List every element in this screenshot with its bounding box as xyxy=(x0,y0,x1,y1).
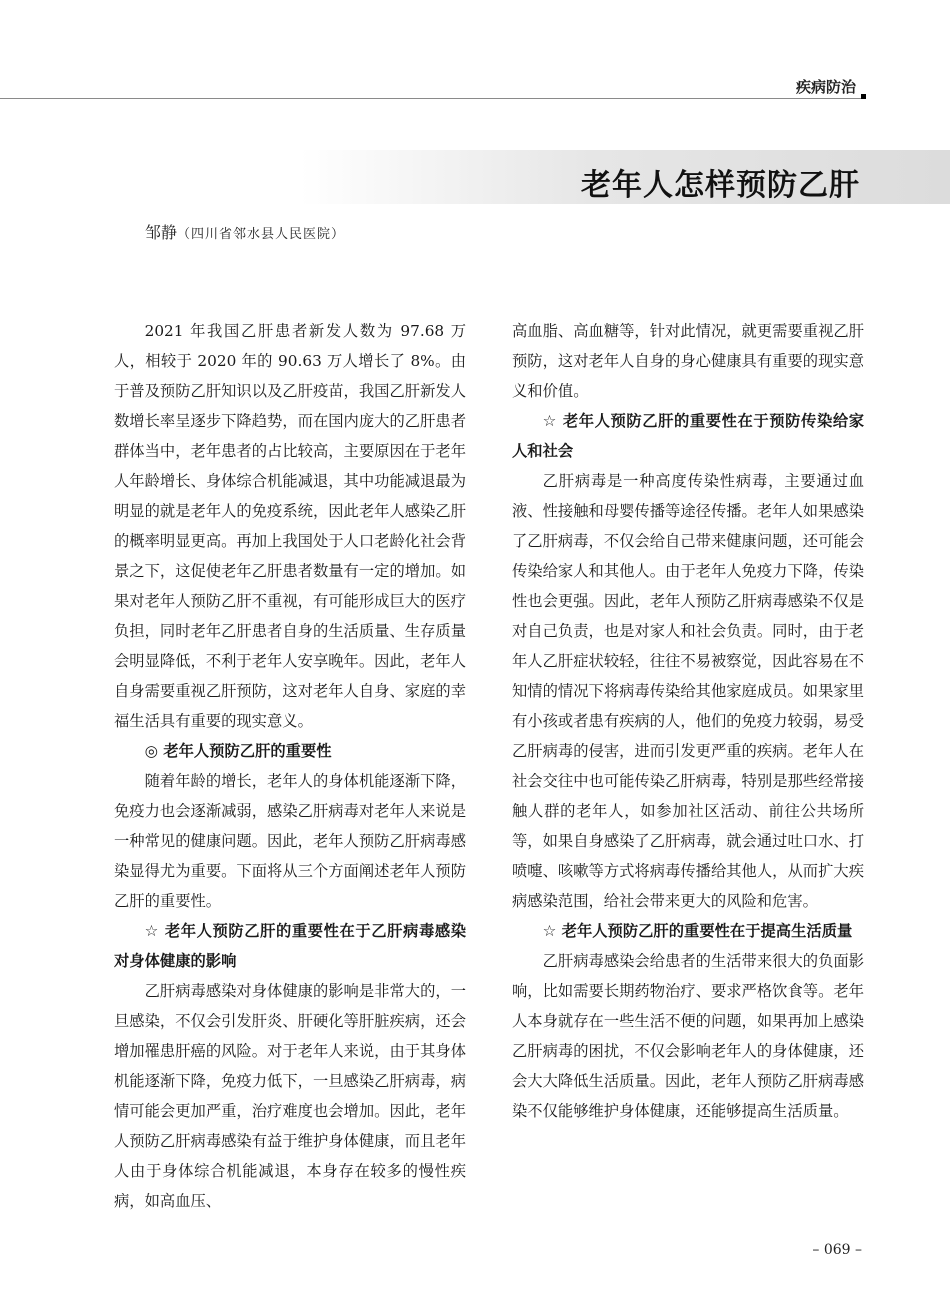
star-icon: ☆ xyxy=(542,922,557,940)
paragraph-continued: 高血脂、高血糖等，针对此情况，就更需要重视乙肝预防，这对老年人自身的身心健康具有重要的现实意义和价值。 xyxy=(512,322,864,400)
subsection-heading xyxy=(512,406,864,466)
star-icon: ☆ xyxy=(542,412,557,430)
paragraph: 乙肝病毒感染会给患者的生活带来很大的负面影响，比如需要长期药物治疗、要求严格饮食等。老年人本身就存在一些生活不便的问题，如果再加上感染乙肝病毒的困扰，不仅会影响老年人的身体健康，还会大大降低生活质量。因此，老年人预防乙肝病毒感染不仅能够维护身体健康，还能够提高生活质量。 xyxy=(512,952,864,1120)
author-name: 邹静 xyxy=(145,223,178,242)
paragraph: 2021 年我国乙肝患者新发人数为 97.68 万人，相较于 2020 年的 90.63 万人增长了 8%。由于普及预防乙肝知识以及乙肝疫苗，我国乙肝新发人数增长率呈逐步下降趋势，而在国内庞大的乙肝患者群体当中，老年患者的占比较高，主要原因在于老年人年龄增长、身体综合机能减退，其中功能减退最为明显的就是老年人的免疫系统，因此老年人感染乙肝的概率明显更高。再加上我国处于人口老龄化社会背景之下，这促使老年乙肝患者数量有一定的增加。如果对老年人预防乙肝不重视，有可能形成巨大的医疗负担，同时老年乙肝患者自身的生活质量、生存质量会明显降低，不利于老年人安享晚年。因此，老年人自身需要重视乙肝预防，这对老年人自身、家庭的幸福生活具有重要的现实意义。 xyxy=(114,322,466,730)
paragraph: 随着年龄的增长，老年人的身体机能逐渐下降，免疫力也会逐渐减弱，感染乙肝病毒对老年人来说是一种常见的健康问题。因此，老年人预防乙肝病毒感染显得尤为重要。下面将从三个方面阐述老年人预防乙肝的重要性。 xyxy=(114,772,466,910)
paragraph: 乙肝病毒感染对身体健康的影响是非常大的，一旦感染，不仅会引发肝炎、肝硬化等肝脏疾病，还会增加罹患肝癌的风险。对于老年人来说，由于其身体机能逐渐下降，免疫力低下，一旦感染乙肝病毒，病情可能会更加严重，治疗难度也会增加。因此，老年人预防乙肝病毒感染有益于维护身体健康，而且老年人由于身体综合机能减退，本身存在较多的慢性疾病，如高血压、 xyxy=(114,982,466,1210)
section-heading xyxy=(114,736,466,766)
subsection-heading xyxy=(114,916,466,976)
heading-text: 老年人预防乙肝的重要性在于预防传染给家人和社会 xyxy=(512,412,865,460)
left-column xyxy=(114,316,466,1216)
section-marker xyxy=(861,94,866,99)
subsection-heading xyxy=(512,916,864,946)
page-number: – 069 – xyxy=(812,1242,862,1258)
author-line xyxy=(145,220,345,243)
paragraph: 乙肝病毒是一种高度传染性病毒，主要通过血液、性接触和母婴传播等途径传播。老年人如果感染了乙肝病毒，不仅会给自己带来健康问题，还可能会传染给家人和其他人。由于老年人免疫力下降，传染性也会更强。因此，老年人预防乙肝病毒感染不仅是对自己负责，也是对家人和社会负责。同时，由于老年人乙肝症状较轻，往往不易被察觉，因此容易在不知情的情况下将病毒传染给其他家庭成员。如果家里有小孩或者患有疾病的人，他们的免疫力较弱，易受乙肝病毒的侵害，进而引发更严重的疾病。老年人在社会交往中也可能传染乙肝病毒，特别是那些经常接触人群的老年人，如参加社区活动、前往公共场所等，如果自身感染了乙肝病毒，就会通过吐口水、打喷嚏、咳嗽等方式将病毒传播给其他人，从而扩大疾病感染范围，给社会带来更大的风险和危害。 xyxy=(512,472,864,910)
section-label: 疾病防治 xyxy=(795,78,856,96)
heading-text: 老年人预防乙肝的重要性 xyxy=(163,742,332,760)
heading-text: 老年人预防乙肝的重要性在于乙肝病毒感染对身体健康的影响 xyxy=(114,922,467,970)
author-affiliation: （四川省邻水县人民医院） xyxy=(177,227,346,242)
right-column xyxy=(512,316,864,1126)
circle-bullet-icon: ◎ xyxy=(144,742,158,760)
star-icon: ☆ xyxy=(144,922,159,940)
article-title: 老年人怎样预防乙肝 xyxy=(581,168,860,203)
heading-text: 老年人预防乙肝的重要性在于提高生活质量 xyxy=(561,922,853,940)
section-header xyxy=(0,72,866,99)
